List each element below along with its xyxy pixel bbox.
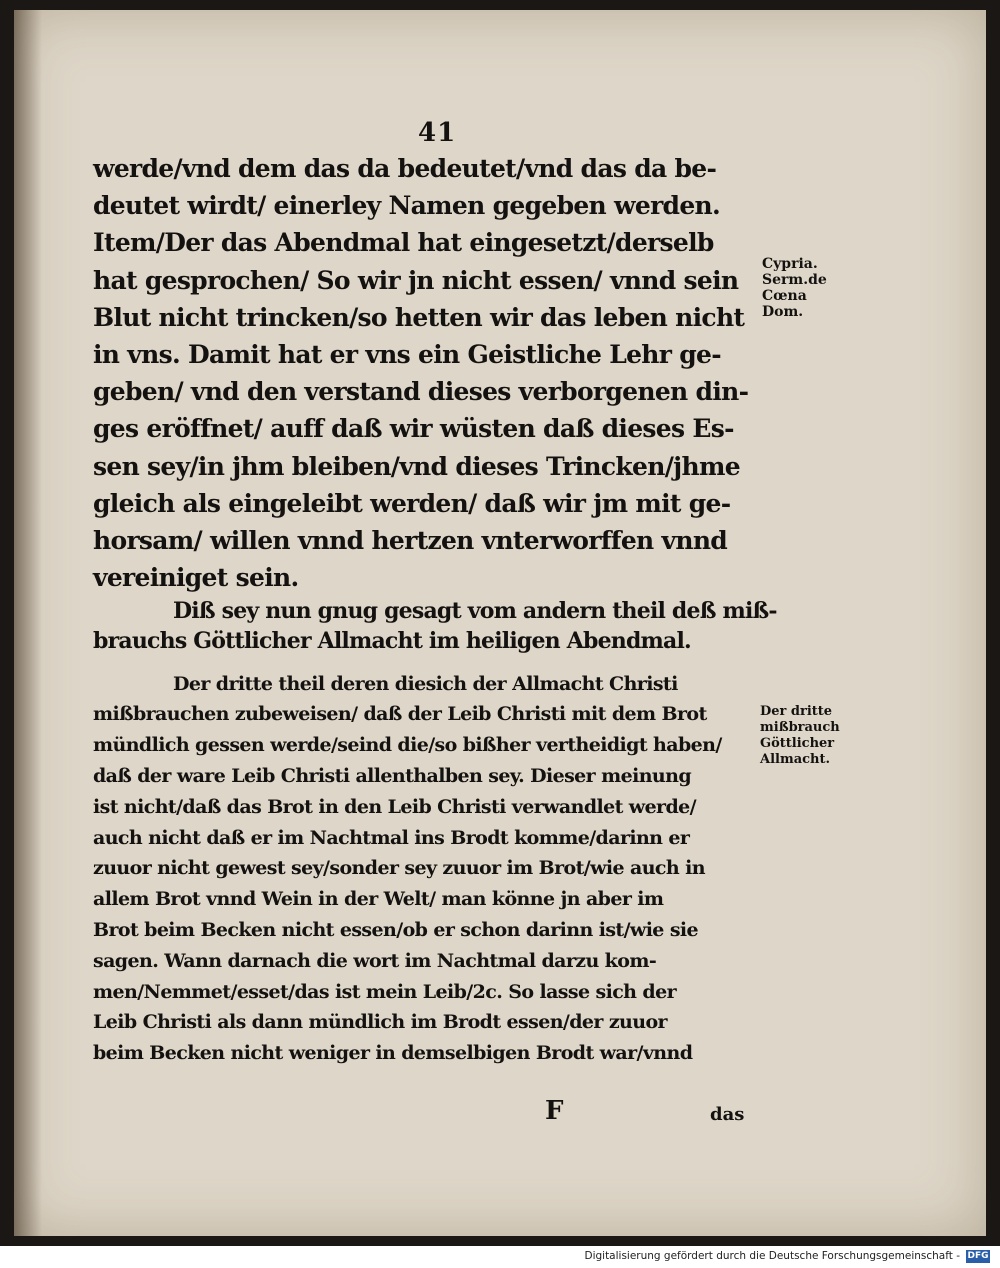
catchword: das <box>710 1104 745 1125</box>
body-line: werde/vnd dem das da bedeutet/vnd das da be- <box>93 154 717 183</box>
paragraph-line: daß der ware Leib Christi allenthalben sey. Dieser meinung <box>93 765 692 788</box>
body-line: gleich als eingeleibt werden/ daß wir jm mit ge- <box>93 488 731 518</box>
body-line: vereiniget sein. <box>93 563 299 593</box>
body-line: Item/Der das Abendmal hat eingesetzt/derselb <box>93 228 714 258</box>
body-line: sen sey/in jhm bleiben/vnd dieses Trincken/jhme <box>93 451 740 481</box>
marginal-note-line: Serm.de <box>762 272 827 288</box>
marginal-note-line: Der dritte <box>760 704 833 719</box>
body-line: geben/ vnd den verstand dieses verborgenen din- <box>93 377 749 407</box>
marginal-note-third-misuse <box>760 704 840 768</box>
paragraph-line: Der dritte theil deren diesich der Allmacht Christi <box>173 672 678 695</box>
paragraph-line: mißbrauchen zubeweisen/ daß der Leib Christi mit dem Brot <box>93 703 707 726</box>
paragraph-gap <box>93 657 753 669</box>
body-text <box>93 150 777 1069</box>
marginal-note-line: mißbrauch <box>760 720 840 735</box>
marginal-note-cyprian <box>762 256 827 320</box>
body-line: in vns. Damit hat er vns ein Geistliche Lehr ge- <box>93 339 721 369</box>
paragraph-line: Leib Christi als dann mündlich im Brodt essen/der zuuor <box>93 1011 667 1034</box>
paragraph-line: Diß sey nun gnug gesagt vom andern theil deß miß- <box>173 598 777 625</box>
body-line: hat gesprochen/ So wir jn nicht essen/ vnnd sein <box>93 265 739 295</box>
paragraph-line: allem Brot vnnd Wein in der Welt/ man könne jn aber im <box>93 888 664 911</box>
marginal-note-line: Allmacht. <box>760 752 831 767</box>
paragraph-line: beim Becken nicht weniger in demselbigen Brodt war/vnnd <box>93 1042 693 1065</box>
marginal-note-line: Cypria. <box>762 256 818 272</box>
body-line: deutet wirdt/ einerley Namen gegeben werden. <box>93 191 721 221</box>
paragraph-line: men/Nemmet/esset/das ist mein Leib/2c. So lasse sich der <box>93 980 676 1003</box>
dfg-logo: DFG <box>967 1251 989 1261</box>
page-number: 41 <box>418 118 457 148</box>
body-line: ges eröffnet/ auff daß wir wüsten daß dieses Es- <box>93 414 734 444</box>
marginal-note-line: Dom. <box>762 304 804 320</box>
marginal-note-line: Göttlicher <box>760 736 835 751</box>
paragraph-line: ist nicht/daß das Brot in den Leib Christi verwandlet werde/ <box>93 795 696 818</box>
body-line: Blut nicht trincken/so hetten wir das leben nicht <box>93 302 745 332</box>
footer-credit-text: Digitalisierung gefördert durch die Deutsche Forschungsgemeinschaft - <box>584 1250 960 1262</box>
signature-mark: F <box>545 1096 564 1126</box>
paragraph-line: sagen. Wann darnach die wort im Nachtmal darzu kom- <box>93 949 657 972</box>
marginal-note-line: Cœna <box>762 288 807 304</box>
paragraph-line: mündlich gessen werde/seind die/so bißher vertheidigt haben/ <box>93 734 722 757</box>
paragraph-line: Brot beim Becken nicht essen/ob er schon darinn ist/wie sie <box>93 919 699 941</box>
body-line: horsam/ willen vnnd hertzen vnterworffen vnnd <box>93 525 728 555</box>
page-spine-shadow <box>14 10 42 1236</box>
paragraph-line: auch nicht daß er im Nachtmal ins Brodt komme/darinn er <box>93 826 690 849</box>
paragraph-line: brauchs Göttlicher Allmacht im heiligen Abendmal. <box>93 628 691 655</box>
paragraph-line: zuuor nicht gewest sey/sonder sey zuuor im Brot/wie auch in <box>93 857 705 880</box>
